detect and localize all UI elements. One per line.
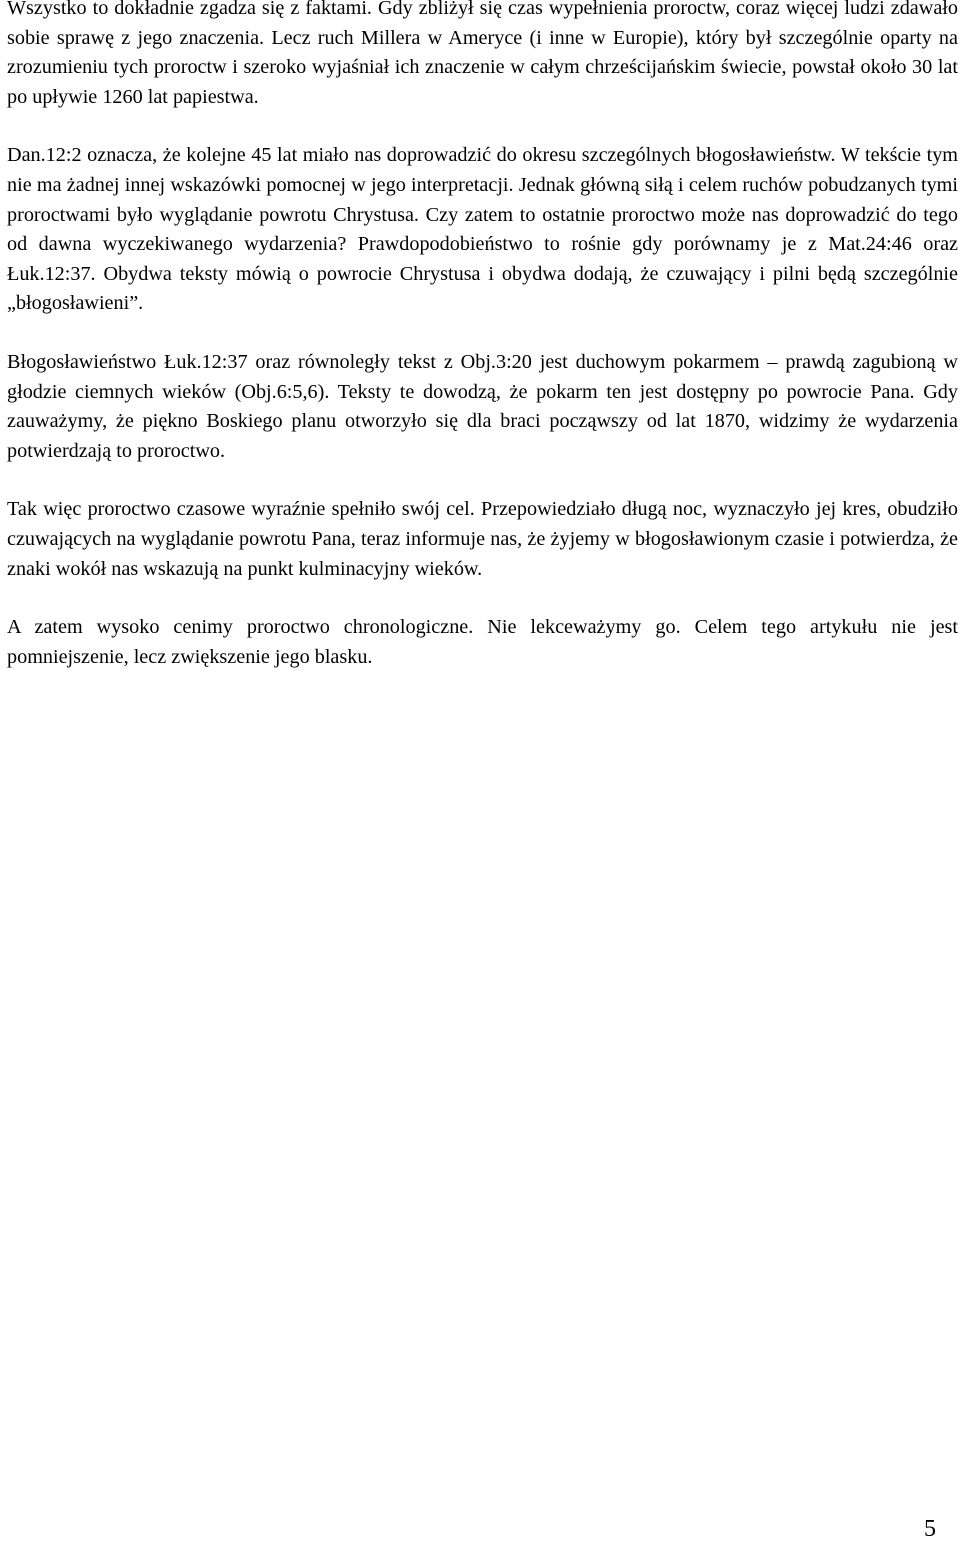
paragraph-millerite-movement: Wszystko to dokładnie zgadza się z faktami. Gdy zbliżył się czas wypełnienia proroctw, coraz więcej ludzi zdawało sobie sprawę z jego znaczenia. Lecz ruch Millera w Ameryce (i inne w Europie), który był szczególnie oparty na zrozumieniu tych proroctw i szeroko wyjaśniał ich znaczenie w całym chrześcijańskim świecie, powstał około 30 lat po upływie 1260 lat papiestwa. <box>7 0 958 108</box>
document-body <box>7 0 958 701</box>
paragraph-blessing-luke-12-37: Błogosławieństwo Łuk.12:37 oraz równoległy tekst z Obj.3:20 jest duchowym pokarmem – prawdą zagubioną w głodzie ciemnych wieków (Obj.6:5,6). Teksty te dowodzą, że pokarm ten jest dostępny po powrocie Pana. Gdy zauważymy, że piękno Boskiego planu otworzyło się dla braci począwszy od lat 1870, widzimy że wydarzenia potwierdzają to proroctwo. <box>7 350 958 462</box>
paragraph-daniel-12-2: Dan.12:2 oznacza, że kolejne 45 lat miało nas doprowadzić do okresu szczególnych błogosławieństw. W tekście tym nie ma żadnej innej wskazówki pomocnej w jego interpretacji. Jednak główną siłą i celem ruchów pobudzanych tymi proroctwami było wyglądanie powrotu Chrystusa. Czy zatem to ostatnie proroctwo może nas doprowadzić do tego od dawna wyczekiwanego wydarzenia? Prawdopodobieństwo to rośnie gdy porównamy je z Mat.24:46 oraz Łuk.12:37. Obydwa teksty mówią o powrocie Chrystusa i obydwa dodają, że czuwający i pilni będą szczególnie „błogosławieni”. <box>7 144 958 315</box>
page-number: 5 <box>924 1516 936 1542</box>
paragraph-time-prophecy-purpose: Tak więc proroctwo czasowe wyraźnie spełniło swój cel. Przepowiedziało długą noc, wyznaczyło jej kres, obudziło czuwających na wyglądanie powrotu Pana, teraz informuje nas, że żyjemy w błogosławionym czasie i potwierdza, że znaki wokół nas wskazują na punkt kulminacyjny wieków. <box>7 498 958 580</box>
paragraph-conclusion: A zatem wysoko cenimy proroctwo chronologiczne. Nie lekceważymy go. Celem tego artykułu nie jest pomniejszenie, lecz zwiększenie jego blasku. <box>7 616 958 668</box>
